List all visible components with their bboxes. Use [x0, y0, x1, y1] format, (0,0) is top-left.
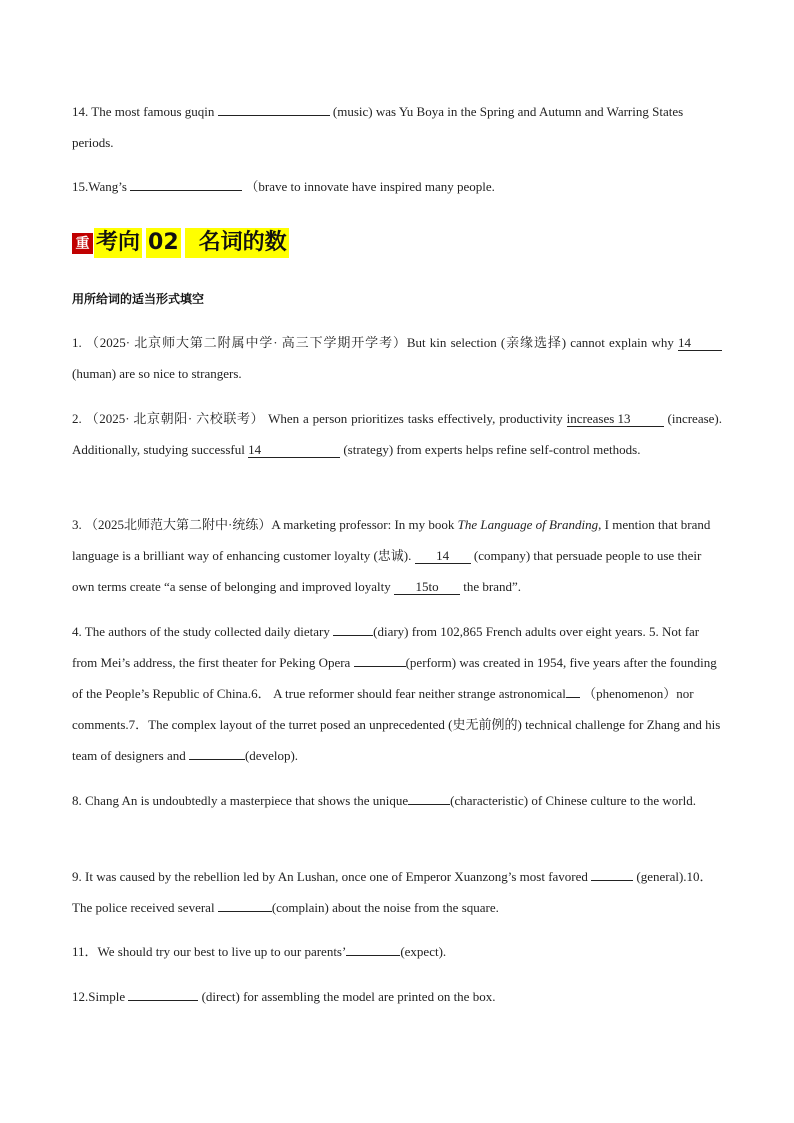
question-1-text-b: (human) are so nice to strangers. — [72, 366, 242, 381]
answer-blank[interactable] — [128, 985, 198, 1001]
question-8 — [72, 785, 722, 816]
questions-9-10 — [72, 861, 722, 923]
answer-blank[interactable] — [130, 175, 242, 191]
question-15 — [72, 171, 722, 202]
question-8-text-a: 8. Chang An is undoubtedly a masterpiece that shows the unique — [72, 793, 409, 808]
book-title: The Language of Branding — [457, 517, 599, 532]
question-11-text-a: 11．We should try our best to live up to our parents’ — [72, 944, 347, 959]
answer-blank[interactable] — [346, 940, 400, 956]
section-title-a: 考向 — [94, 228, 142, 258]
answer-blank[interactable] — [591, 865, 633, 881]
answer-blank[interactable] — [566, 682, 580, 698]
answer-blank[interactable]: increases 13 — [567, 411, 664, 427]
question-8-text-b: (characteristic) of Chinese culture to the world. — [450, 793, 696, 808]
question-14-text-a: 14. The most famous guqin — [72, 104, 215, 119]
answer-blank[interactable]: 14 — [248, 442, 340, 458]
answer-blank[interactable]: 14 — [415, 548, 471, 564]
key-badge: 重 — [72, 233, 93, 254]
question-3 — [72, 509, 722, 602]
question-1 — [72, 327, 722, 389]
question-4-text-a: 4. The authors of the study collected daily dietary — [72, 624, 330, 639]
question-3-text-a: 3. （2025北师范大第二附中·统练）A marketing professor: In my book — [72, 517, 455, 532]
question-12-text-a: 12.Simple — [72, 989, 126, 1004]
section-heading — [72, 227, 289, 259]
instruction: 用所给词的适当形式填空 — [72, 292, 205, 306]
answer-blank[interactable] — [189, 744, 245, 760]
question-5-text: (diary) from 102,865 French adults over eight years. 5. Not far from Mei’s address, the first theater for Peking Opera — [72, 624, 700, 670]
section-title-num: 02 — [146, 228, 181, 258]
questions-4-7 — [72, 616, 722, 771]
question-1-text-a: 1. （2025· 北京师大第二附属中学· 高三下学期开学考）But kin selection (亲缘选择) cannot explain why — [72, 335, 674, 350]
question-15-text-b: （brave to innovate have inspired many people. — [245, 179, 495, 194]
question-11 — [72, 936, 722, 967]
question-10-text-b: (complain) about the noise from the square. — [271, 900, 499, 915]
question-9-text-a: 9. It was caused by the rebellion led by An Lushan, once one of Emperor Xuanzong’s most favored — [72, 869, 588, 884]
answer-blank[interactable] — [408, 789, 450, 805]
section-title-b: 名词的数 — [185, 228, 289, 258]
question-12-text-b: (direct) for assembling the model are printed on the box. — [201, 989, 496, 1004]
question-2-text-c: (strategy) from experts helps refine self-control methods. — [343, 442, 641, 457]
question-6-text: (perform) was created in 1954, five years after the founding of the People’s Republic of China.6． A true reformer should fear neither strange astronomical — [72, 655, 717, 701]
answer-blank[interactable] — [218, 896, 272, 912]
answer-blank[interactable]: 15to — [394, 579, 460, 595]
question-10-text-a: (general).10． The police received several — [72, 869, 713, 915]
question-2 — [72, 403, 722, 465]
question-2-text-a: 2. （2025· 北京朝阳· 六校联考） When a person prioritizes tasks effectively, productivity — [72, 411, 563, 426]
question-3-text-d: the brand”. — [463, 579, 522, 594]
question-11-text-b: (expect). — [400, 944, 447, 959]
question-15-text-a: 15.Wang’s — [72, 179, 127, 194]
answer-blank[interactable] — [354, 651, 406, 667]
question-7-text-end: (develop). — [244, 748, 299, 763]
question-14-text-b: (music) was Yu Boya in the Spring and Autumn and Warring States periods. — [72, 104, 684, 150]
question-12 — [72, 981, 722, 1012]
question-7-text: （phenomenon）nor comments.7．The complex layout of the turret posed an unprecedented (史无前例的) technical challenge for Zhang and his team of designers and — [72, 686, 721, 763]
answer-blank[interactable] — [333, 620, 373, 636]
question-2-text-b: (increase). Additionally, studying successful — [72, 411, 723, 457]
answer-blank[interactable]: 14 — [678, 335, 722, 351]
question-14 — [72, 96, 722, 158]
answer-blank[interactable] — [218, 100, 330, 116]
question-3-text-c: (company) that persuade people to use their own terms create “a sense of belonging and improved loyalty — [72, 548, 702, 594]
question-3-text-b: , I mention that brand language is a brilliant way of enhancing customer loyalty (忠诚). — [72, 517, 711, 563]
